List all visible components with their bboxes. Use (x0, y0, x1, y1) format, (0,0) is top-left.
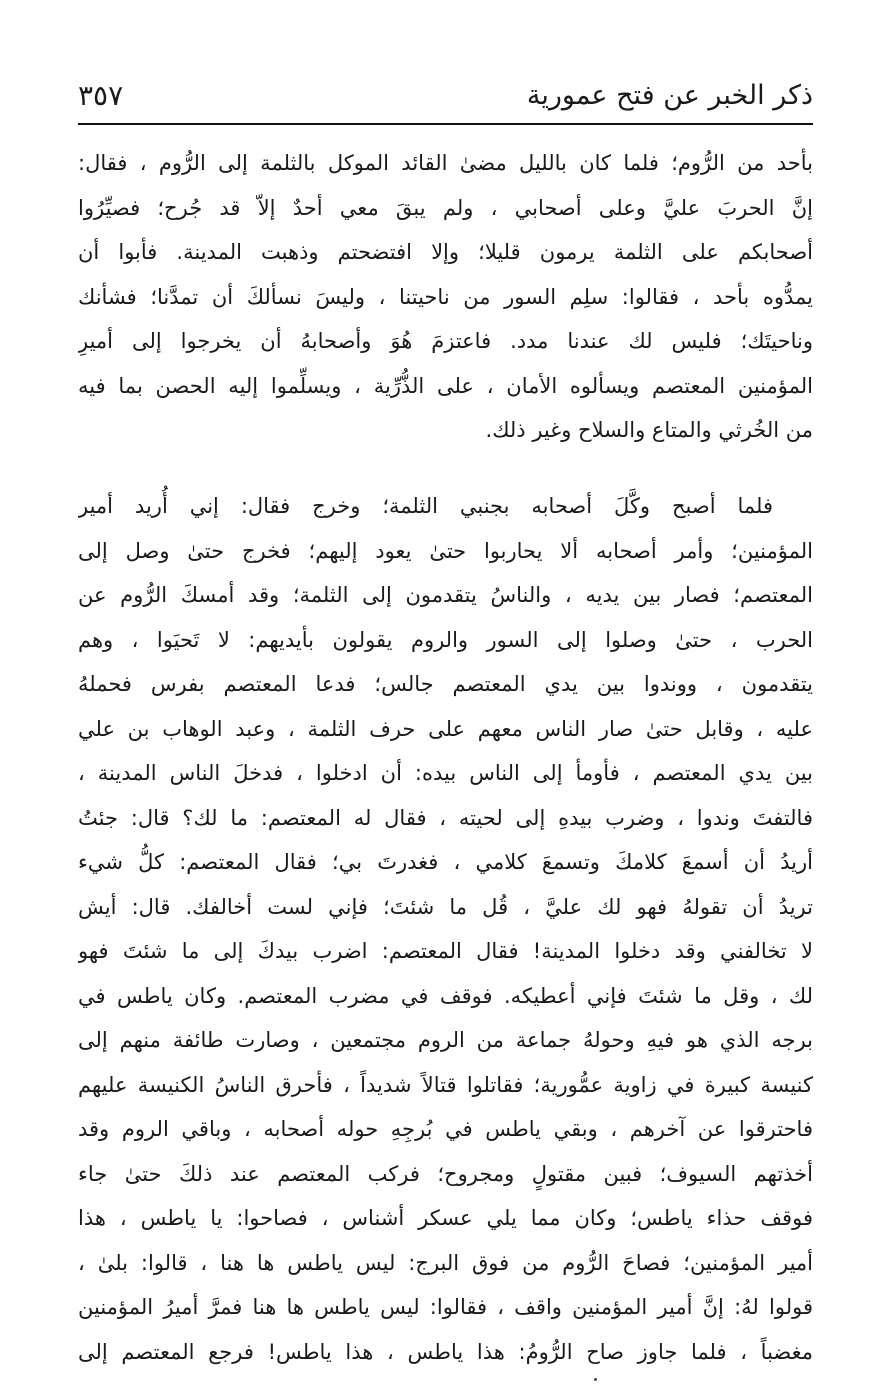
paragraph (78, 484, 813, 1374)
text-line: كنيسة كبيرة في زاوية عمُّورية؛ فقاتلوا قتالاً شديداً ، فأحرق الناسُ الكنيسة عليهم (78, 1072, 813, 1097)
text-line: فاحترقوا عن آخرهم ، وبقي ياطس في بُرجِهِ حوله أصحابه ، وباقي الروم وقد (78, 1117, 813, 1141)
text-line: أخذتهم السيوف؛ فبين مقتولٍ ومجروح؛ فركب المعتصم عند ذلكَ حتىٰ جاء (78, 1161, 813, 1186)
text-line: أمير المؤمنين؛ فصاحَ الرُّوم من فوق البرج: ليس ياطس ها هنا ، قالوا: بلىٰ ، (78, 1250, 813, 1275)
print-speck (594, 1378, 597, 1381)
text-line: إنَّ الحربَ عليَّ وعلى أصحابي ، ولم يبقَ معي أحدٌ إلاّ قد جُرح؛ فصيِّرُوا (78, 195, 813, 220)
text-line: بأحد من الرُّوم؛ فلما كان بالليل مضىٰ القائد الموكل بالثلمة إلى الرُّوم ، فقال: (78, 151, 813, 175)
header-divider (78, 123, 813, 125)
text-line: لا تخالفني وقد دخلوا المدينة! فقال المعتصم: اضرب بيدكَ إلى ما شئتَ فهو (78, 939, 813, 963)
text-line: يتقدمون ، ووندوا بين يدي المعتصم جالس؛ فدعا المعتصم بفرس فحملهُ (78, 672, 813, 696)
text-line: فالتفتَ وندوا ، وضرب بيدهِ إلى لحيته ، فقال له المعتصم: ما لك؟ قال: جئتُ (78, 805, 813, 830)
text-line: فوقف حذاء ياطس؛ وكان مما يلي عسكر أشناس ، فصاحوا: يا ياطس ، هذا (78, 1206, 813, 1230)
text-line: لك ، وقل ما شئتَ فإني أعطيكه. فوقف في مضرب المعتصم. وكان ياطس في (78, 983, 813, 1008)
text-line: يمدُّوه بأحد ، فقالوا: سلِم السور من ناحيتنا ، وليسَ نسألكَ أن تمدَّنا؛ فشأنك (78, 284, 813, 309)
running-title: ذكر الخبر عن فتح عمورية (526, 80, 813, 111)
text-line: بين يدي المعتصم ، فأومأ إلى الناس بيده: أن ادخلوا ، فدخلَ الناس المدينة ، (78, 761, 813, 785)
text-line: أصحابكم على الثلمة يرمون قليلا؛ وإلا افتضحتم وذهبت المدينة. فأبوا أن (78, 240, 813, 264)
text-line: المؤمنين المعتصم ويسألوه الأمان ، على الذُّرِّية ، ويسلِّموا إليه الحصن بما فيه (78, 373, 813, 398)
text-line: تريدُ أن تقولهُ فهو لك عليَّ ، قُل ما شئتَ؛ فإني لست أخالفك. قال: أيش (78, 894, 813, 919)
text-line: عليه ، وقابل حتىٰ صار الناس معهم على حرف الثلمة ، وعبد الوهاب بن علي (78, 716, 813, 741)
text-line: من الخُرثي والمتاع والسلاح وغير ذلك. (485, 418, 813, 442)
text-line: وناحيتَك؛ فليس لك عندنا مدد. فاعتزمَ هُوَ وأصحابهُ أن يخرجوا إلى أميرِ (78, 329, 813, 353)
text-line: المعتصم؛ فصار بين يديه ، والناسُ يتقدمون إلى الثلمة؛ وقد أمسكَ الرُّوم عن (78, 583, 813, 607)
text-line: فلما أصبح وكَّلَ أصحابه بجنبي الثلمة؛ وخرج فقال: إني أُريد أمير (78, 494, 773, 518)
paragraph (78, 141, 813, 453)
text-line: أريدُ أن أسمعَ كلامكَ وتسمعَ كلامي ، فغدرتَ بي؛ فقال المعتصم: كلُّ شيء (78, 850, 813, 874)
text-line: المؤمنين؛ وأمر أصحابه ألا يحاربوا حتىٰ يعود إليهم؛ فخرج حتىٰ وصل إلى (78, 538, 813, 563)
text-line: مغضباً ، فلما جاوز صاح الرُّومُ: هذا ياطس ، هذا ياطس! فرجع المعتصم إلى (78, 1339, 813, 1364)
page-header (78, 78, 813, 120)
text-line: برجه الذي هو فيهِ وحولهُ جماعة من الروم مجتمعين ، وصارت طائفة منهم إلى (78, 1028, 813, 1052)
text-line: قولوا لهُ: إنَّ أمير المؤمنين واقف ، فقالوا: ليس ياطس ها هنا فمرَّ أميرُ المؤمنين (78, 1295, 813, 1319)
text-line: الحرب ، حتىٰ وصلوا إلى السور والروم يقولون بأيديهم: لا تَحيَوا ، وهم (78, 627, 813, 652)
page-number: ٣٥٧ (78, 79, 124, 112)
